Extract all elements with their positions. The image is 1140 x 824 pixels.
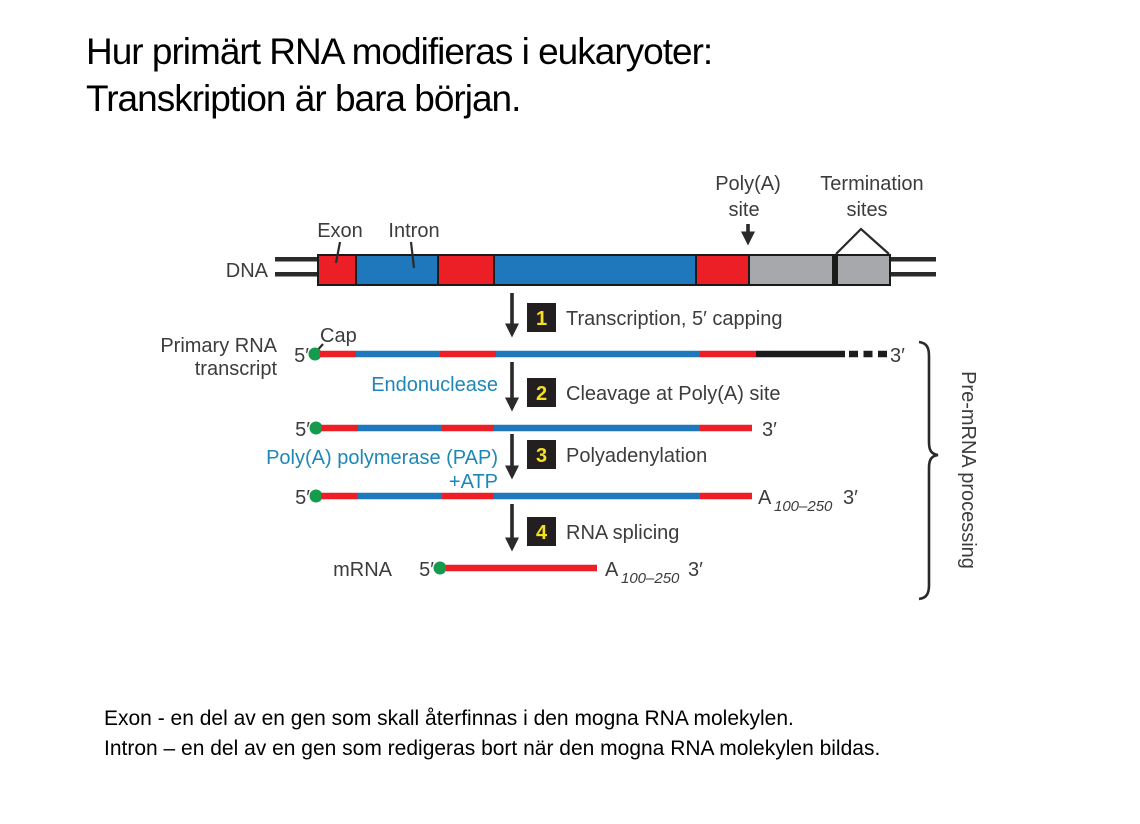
mrna-exon-line [446,565,597,572]
polya-tail-base: A [758,487,772,509]
rna-intron-segment [356,351,440,358]
pre-mrna-processing-label: Pre-mRNA processing [957,371,979,569]
termination-site-divider [832,255,838,285]
mrna-label: mRNA [333,559,392,581]
atp-label: +ATP [448,471,498,493]
step1-label: Transcription, 5′ capping [566,308,783,330]
title-line-2: Transkription är bara början. [86,78,521,119]
step4-number: 4 [535,522,548,544]
dna-exon-segment [696,255,749,285]
rna-exon-segment [320,351,356,358]
rna-exon-segment [440,351,496,358]
rna-exon-segment [700,493,752,500]
rna-downstream-segment [756,351,845,358]
pap-enzyme-label: Poly(A) polymerase (PAP) [266,447,498,469]
rna-intron-segment [494,425,700,432]
footnote-exon: Exon - en del av en gen som skall återfinnas i den mogna RNA molekylen. [104,707,794,730]
dna-strand-line [890,272,936,277]
endonuclease-label: Endonuclease [371,374,498,396]
rna-intron-segment [358,425,442,432]
step4-label: RNA splicing [566,522,680,544]
polya-tail-subscript: 100–250 [621,570,680,587]
dna-strand-line [275,257,318,262]
rna-intron-segment [496,351,700,358]
rna-exon-segment [700,351,756,358]
termination-sites-label: sites [846,199,888,221]
step2-number: 2 [535,383,548,405]
three-prime-label: 3′ [688,559,703,581]
step1-number: 1 [535,308,548,330]
cap-dot [309,348,322,361]
polya-site-label: site [728,199,760,221]
dna-downstream-segment [835,255,890,285]
footnote-intron: Intron – en del av en gen som redigeras bort när den mogna RNA molekylen bildas. [104,737,881,760]
three-prime-label: 3′ [843,487,858,509]
dna-intron-segment [494,255,696,285]
primary-rna-label: Primary RNA [160,335,277,357]
rna-exon-segment [321,493,358,500]
dna-strand-line [890,257,936,262]
step3-number: 3 [535,445,548,467]
cap-dot [434,562,447,575]
rna-exon-segment [442,425,494,432]
exon-label: Exon [317,220,363,242]
termination-sites-pointer [836,229,889,254]
cap-dot [310,490,323,503]
five-prime-label: 5′ [419,559,434,581]
footnotes [104,704,880,764]
dna-label: DNA [225,260,268,282]
primary-rna-label: transcript [194,358,277,380]
cap-dot [310,422,323,435]
polya-tail-base: A [605,559,619,581]
polya-tail-subscript: 100–250 [774,498,833,515]
pre-mrna-processing-brace [919,342,938,599]
rna-exon-segment [321,425,358,432]
title-line-1: Hur primärt RNA modifieras i eukaryoter: [86,31,713,72]
rna-intron-segment [358,493,442,500]
cap-label: Cap [320,325,357,347]
dna-exon-segment [438,255,494,285]
dna-intron-segment [356,255,438,285]
polya-site-label: Poly(A) [715,173,781,195]
dna-downstream-segment [749,255,835,285]
five-prime-label: 5′ [295,419,310,441]
three-prime-label: 3′ [762,419,777,441]
step2-label: Cleavage at Poly(A) site [566,383,781,405]
five-prime-label: 5′ [294,345,309,367]
five-prime-label: 5′ [295,487,310,509]
rna-intron-segment [494,493,700,500]
dna-strand-line [275,272,318,277]
rna-exon-segment [700,425,752,432]
termination-sites-label: Termination [820,173,924,195]
three-prime-label: 3′ [890,345,905,367]
intron-label: Intron [388,220,440,242]
rna-exon-segment [442,493,494,500]
step3-label: Polyadenylation [566,445,708,467]
